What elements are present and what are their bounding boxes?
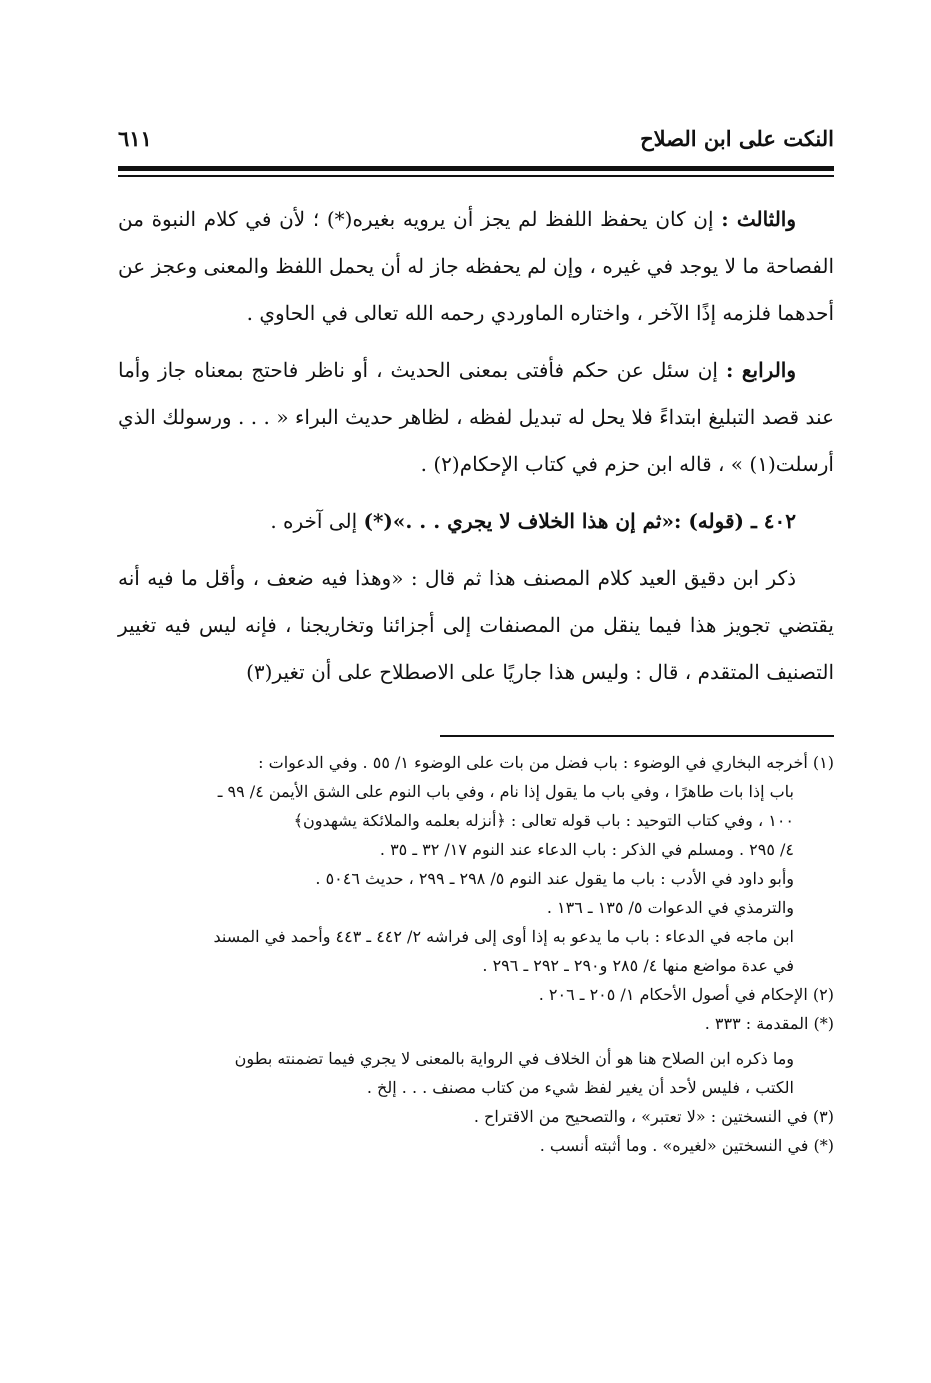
paragraph-lead: والثالث :	[721, 207, 797, 231]
footnote-3: (٣) في النسختين : «لا تعتبر» ، والتصحيح من الاقتراح .	[473, 1107, 834, 1126]
footnote-1-line: ابن ماجه في الدعاء : باب ما يدعو به إذا أوى إلى فراشه ٢/ ٤٤٢ ـ ٤٤٣ وأحمد في المسند	[213, 927, 794, 946]
header-rule-thick	[118, 166, 834, 171]
footnote-1-line: ٤/ ٢٩٥ . ومسلم في الذكر : باب الدعاء عند النوم ١٧/ ٣٢ ـ ٣٥ .	[379, 840, 794, 859]
header-rule-thin	[118, 175, 834, 177]
main-text	[118, 196, 834, 696]
paragraph-text: إن كان يحفظ اللفظ لم يجز أن يرويه بغيره(*) ؛ لأن في كلام النبوة من الفصاحة ما لا يوجد في غيره ، وإن لم يحفظه جاز له أن يحمل اللفظ والمعنى وعجز عن أحدهما فلزمه إذًا الآخر ، واختاره الماوردي رحمه الله تعالى في الحاوي .	[118, 207, 834, 325]
footnote-star-1: (*) المقدمة : ٣٣٣ .	[704, 1014, 834, 1033]
footnote-1-line: ١٠٠ ، وفي كتاب التوحيد : باب قوله تعالى : ﴿أنزله بعلمه والملائكة يشهدون﴾	[293, 811, 794, 830]
paragraph-text: ذكر ابن دقيق العيد كلام المصنف هذا ثم قال : «وهذا فيه ضعف ، وأقل ما فيه أنه يقتضي تجويز هذا فيما ينقل من المصنفات إلى أجزائنا وتخاريجنا ، فإنه ليس فيه تغيير التصنيف المتقدم ، قال : وليس هذا جاريًا على الاصطلاح على أن تغير(٣)	[118, 566, 834, 684]
page-number: ٦١١	[118, 126, 152, 151]
section-heading-lead: ٤٠٢ ـ (قوله) :«ثم إن هذا الخلاف لا يجري . . .»(*)	[363, 509, 796, 533]
footnote-1-line: باب إذا بات طاهرًا ، وفي باب ما يقول إذا نام ، وفي باب النوم على الشق الأيمن ٤/ ٩٩ ـ	[217, 782, 794, 801]
footnote-star-2: (*) في النسختين «لغيره» . وما أثبته أنسب .	[539, 1136, 834, 1155]
paragraph-ibn-daqiq	[118, 555, 834, 696]
footnote-1-line: والترمذي في الدعوات ٥/ ١٣٥ ـ ١٣٦ .	[546, 898, 794, 917]
footnote-separator	[440, 735, 834, 737]
footnote-star-1-continuation: الكتب ، فليس لأحد أن يغير لفظ شيء من كتاب مصنف . . . إلخ .	[366, 1078, 794, 1097]
footnote-star-1-continuation: وما ذكره ابن الصلاح هنا هو أن الخلاف في الرواية بالمعنى لا يجري فيما تضمنته بطون	[234, 1049, 794, 1068]
section-heading-402	[118, 498, 834, 545]
footnote-1-line: في عدة مواضع منها ٤/ ٢٨٥ و٢٩٠ ـ ٢٩٢ ـ ٢٩٦ .	[482, 956, 794, 975]
footnote-1: (١) أخرجه البخاري في الوضوء : باب فضل من بات على الوضوء ١/ ٥٥ . وفي الدعوات :	[258, 753, 834, 772]
paragraph-text: إن سئل عن حكم فأفتى بمعنى الحديث ، أو ناظر فاحتج بمعناه جاز وأما عند قصد التبليغ ابتداءً فلا يحل له تبديل لفظه ، لظاهر حديث البراء « . . . ورسولك الذي أرسلت(١) » ، قاله ابن حزم في كتاب الإحكام(٢) .	[118, 358, 834, 476]
section-heading-text: إلى آخره .	[270, 509, 364, 533]
paragraph-fourth-opinion	[118, 347, 834, 488]
page-header	[118, 126, 834, 158]
paragraph-lead: والرابع :	[725, 358, 796, 382]
running-title: النكت على ابن الصلاح	[640, 126, 834, 151]
footnote-1-line: وأبو داود في الأدب : باب ما يقول عند النوم ٥/ ٢٩٨ ـ ٢٩٩ ، حديث ٥٠٤٦ .	[315, 869, 794, 888]
paragraph-third-opinion	[118, 196, 834, 337]
footnotes	[118, 748, 834, 1160]
footnote-2: (٢) الإحكام في أصول الأحكام ١/ ٢٠٥ ـ ٢٠٦ .	[538, 985, 834, 1004]
